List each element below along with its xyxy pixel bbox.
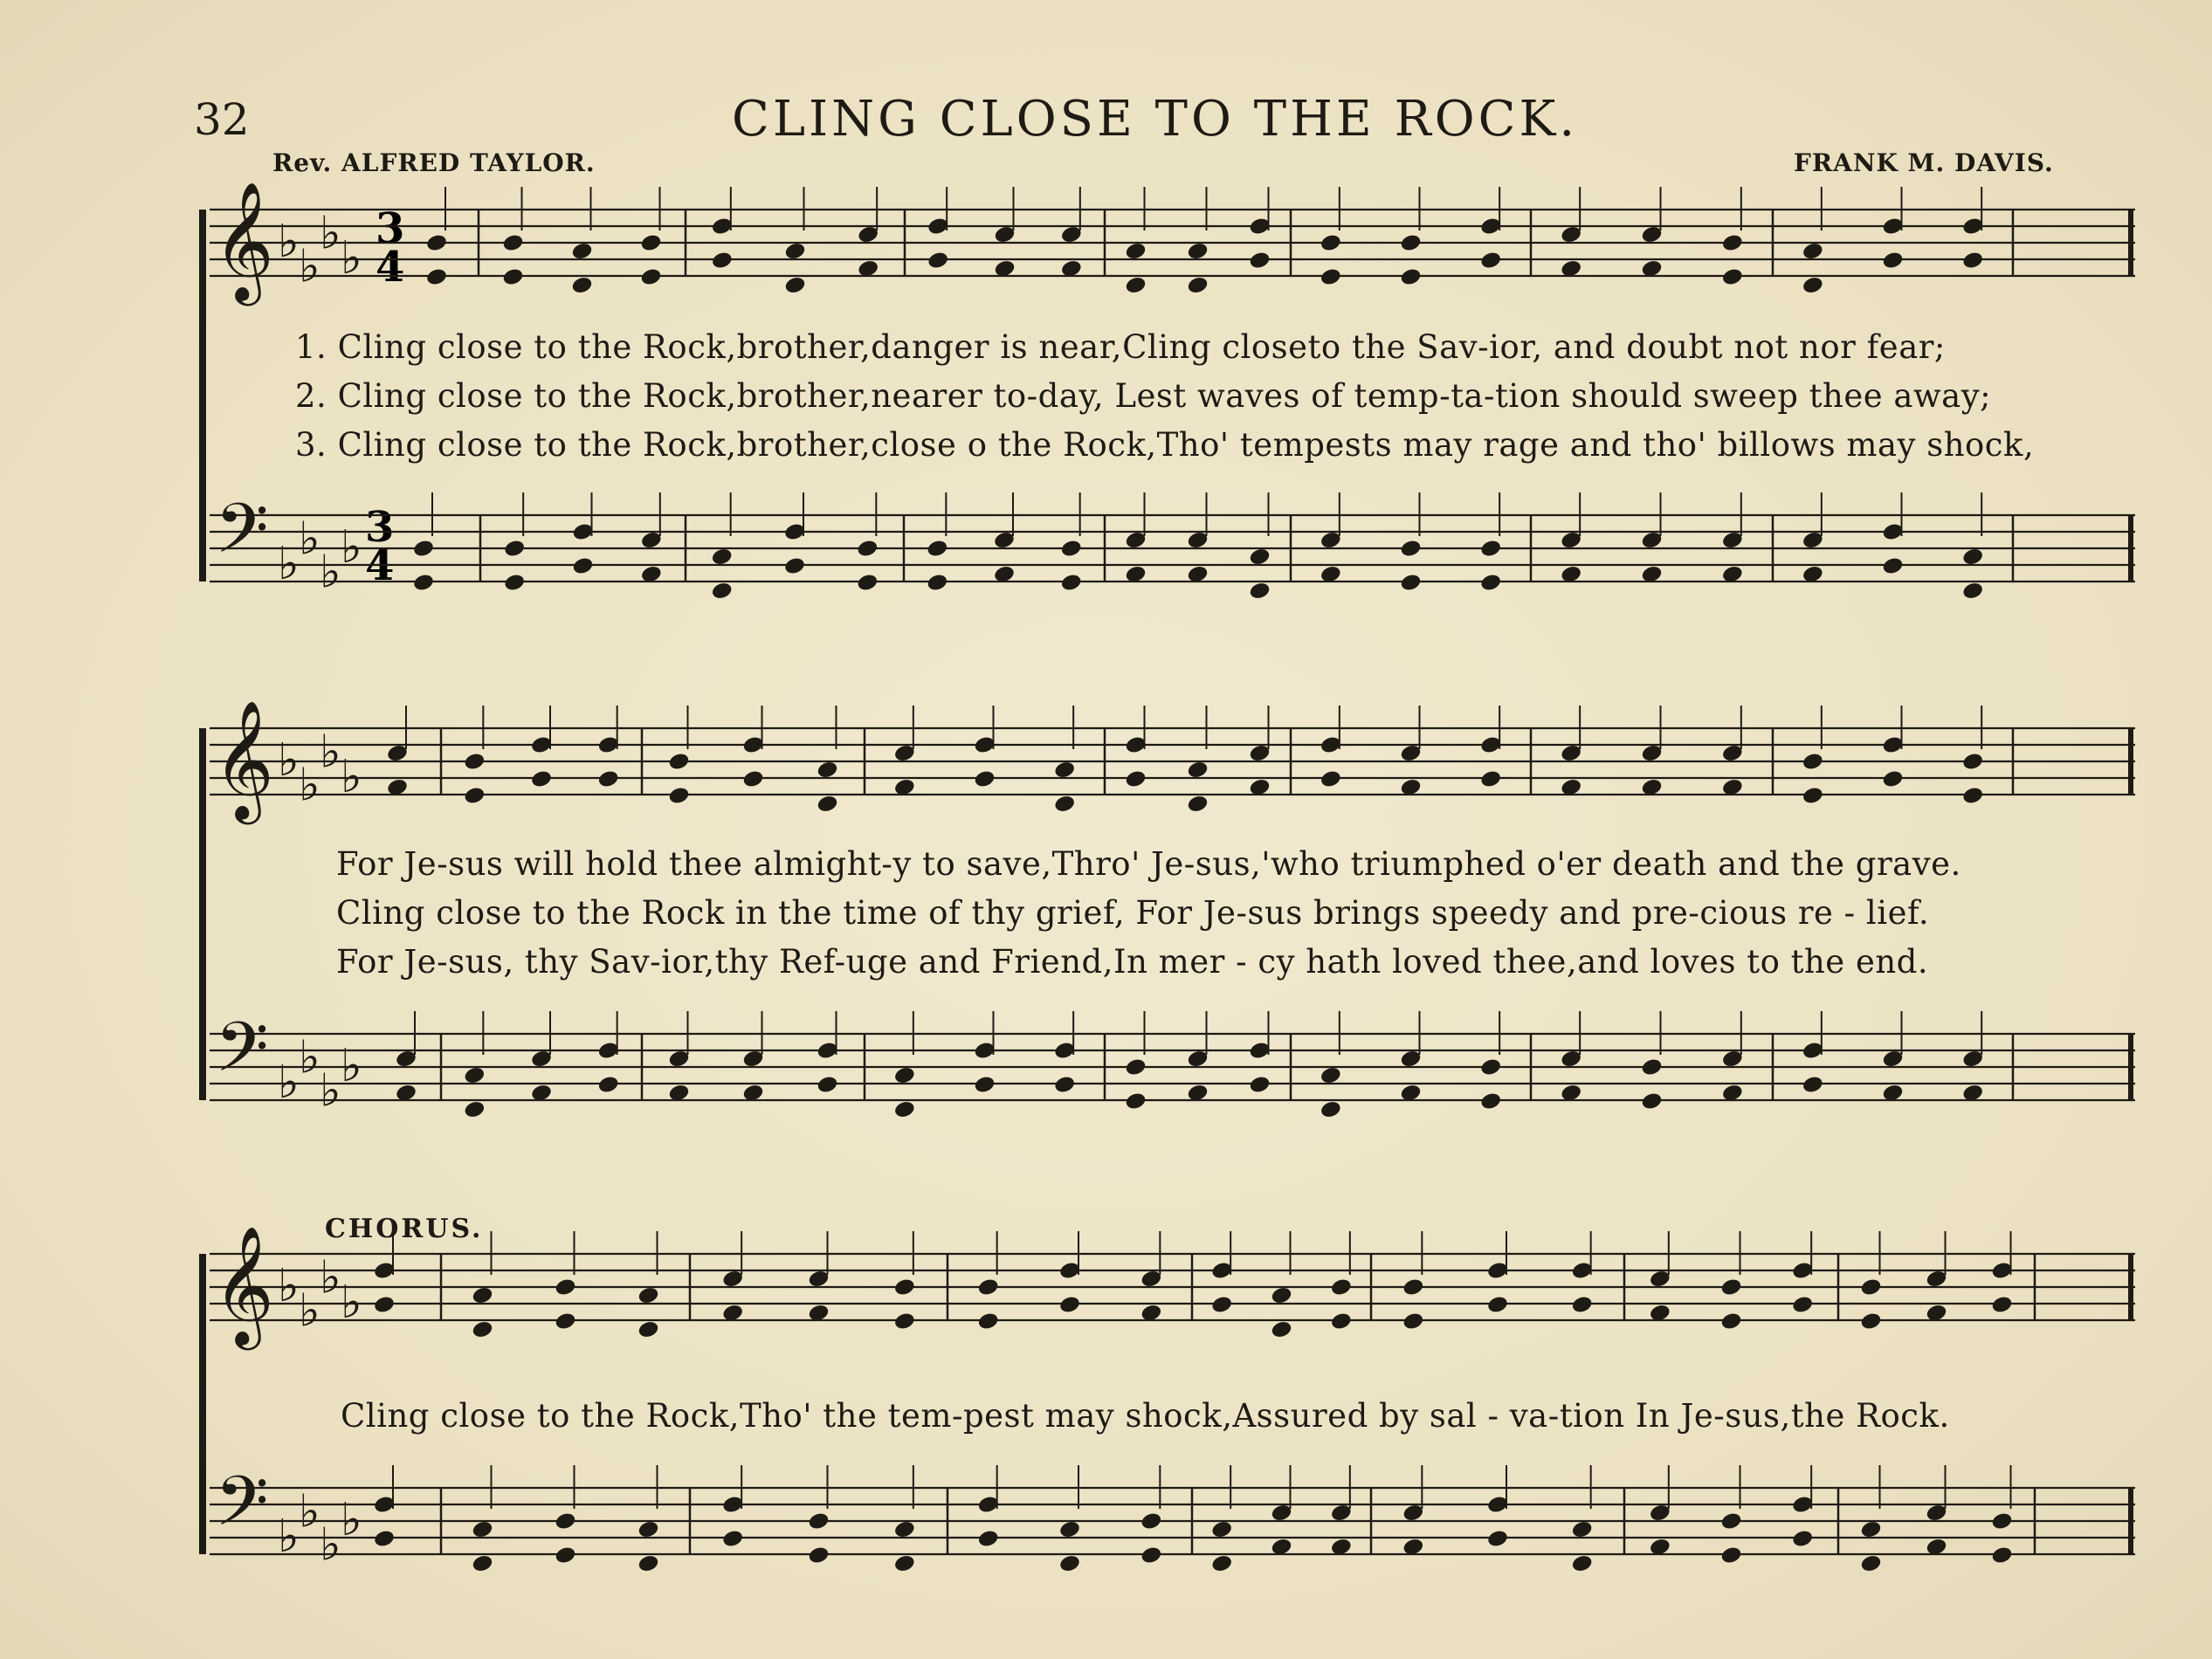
flat-icon: ♭	[320, 1518, 341, 1572]
flat-icon: ♭	[299, 240, 320, 293]
note-head	[1058, 1519, 1081, 1539]
note-head	[1486, 1295, 1509, 1315]
note-head	[893, 1519, 916, 1539]
note-head	[471, 1285, 493, 1305]
note-head	[471, 1319, 493, 1339]
treble-clef-icon: 𝄞	[213, 699, 274, 819]
note-head	[1320, 267, 1342, 287]
note-head	[1320, 1099, 1342, 1119]
note-head	[1124, 769, 1147, 789]
note-head	[721, 1529, 744, 1549]
note-head	[711, 547, 734, 567]
note-head	[463, 786, 486, 806]
note-head	[1402, 1311, 1424, 1332]
flat-icon: ♭	[278, 216, 300, 268]
note-head	[425, 233, 448, 253]
note-head	[637, 1319, 659, 1339]
note-head	[1881, 556, 1904, 576]
note-head	[1479, 539, 1502, 559]
note-head	[807, 1545, 830, 1566]
note-head	[1802, 752, 1824, 772]
note-head	[1186, 794, 1209, 814]
note-head	[1248, 251, 1271, 271]
note-head	[1140, 1545, 1162, 1566]
note-head	[1990, 1511, 2013, 1532]
bass-clef-icon: 𝄢	[215, 1461, 269, 1559]
note-head	[816, 1075, 838, 1095]
note-head	[1399, 267, 1422, 287]
note-head	[711, 251, 734, 271]
note-head	[1571, 1295, 1594, 1315]
note-head	[639, 233, 662, 253]
note-head	[1402, 1277, 1424, 1298]
note-head	[1186, 760, 1209, 780]
note-head	[1248, 581, 1271, 601]
verse-2-line-1: 2. Cling close to the Rock,brother,nearer to-day, Lest waves of temp-ta-tion should sweep thee away;	[295, 377, 1992, 415]
note-head	[1248, 547, 1271, 567]
note-head	[1791, 1529, 1814, 1549]
flat-icon: ♭	[341, 521, 362, 574]
note-head	[503, 573, 526, 593]
flat-icon: ♭	[278, 1511, 300, 1563]
note-head	[1859, 1277, 1882, 1298]
staff-5	[210, 1224, 2135, 1350]
chorus-lyric-line: Cling close to the Rock,Tho' the tem-pest may shock,Assured by sal - va-tion In Je-sus,the Rock.	[341, 1397, 1950, 1435]
note-head	[1961, 752, 1984, 772]
verse-2-line-2: Cling close to the Rock in the time of thy grief, For Je-sus brings speedy and pre-cious re - lief.	[336, 894, 1930, 932]
note-head	[1859, 1519, 1882, 1539]
flat-icon: ♭	[278, 734, 300, 787]
flat-icon: ♭	[320, 207, 341, 260]
note-head	[1053, 1075, 1076, 1095]
note-head	[1802, 786, 1824, 806]
note-head	[530, 769, 553, 789]
note-head	[412, 573, 435, 593]
page-number: 32	[194, 94, 250, 145]
note-head	[1961, 547, 1984, 567]
note-head	[1140, 1511, 1162, 1532]
note-head	[1248, 1075, 1271, 1095]
note-head	[1479, 573, 1502, 593]
staff-6	[210, 1461, 2135, 1573]
bass-clef-icon: 𝄢	[215, 488, 269, 586]
note-head	[1640, 1091, 1663, 1112]
note-head	[1486, 1529, 1509, 1549]
flat-icon: ♭	[278, 1057, 300, 1109]
note-head	[412, 539, 435, 559]
note-head	[1990, 1545, 2013, 1566]
flat-icon: ♭	[299, 1284, 320, 1338]
flat-icon: ♭	[320, 1251, 341, 1304]
note-head	[1802, 1075, 1824, 1095]
note-head	[856, 539, 879, 559]
note-head	[501, 233, 524, 253]
flat-icon: ♭	[278, 538, 300, 590]
note-head	[554, 1545, 576, 1566]
note-head	[1060, 539, 1083, 559]
note-head	[1479, 251, 1502, 271]
note-head	[1721, 233, 1744, 253]
note-head	[1719, 1511, 1742, 1532]
note-head	[926, 539, 948, 559]
note-head	[1399, 539, 1422, 559]
verse-3-line-2: For Je-sus, thy Sav-ior,thy Ref-uge and Friend,In mer - cy hath loved thee,and loves to the end.	[336, 943, 1929, 981]
verse-1-line-2: For Je-sus will hold thee almight-y to save,Thro' Je-sus,'who triumphed o'er death and the grave.	[336, 845, 1961, 883]
note-head	[554, 1277, 576, 1298]
note-head	[1124, 241, 1147, 261]
flat-icon: ♭	[341, 751, 362, 803]
composer-credit: FRANK M. DAVIS.	[1794, 148, 2054, 177]
note-head	[1961, 581, 1984, 601]
note-head	[597, 769, 620, 789]
note-head	[1479, 1057, 1502, 1077]
note-head	[1210, 1295, 1233, 1315]
note-head	[1270, 1285, 1292, 1305]
note-head	[1881, 769, 1904, 789]
note-head	[1210, 1519, 1233, 1539]
note-head	[1571, 1553, 1594, 1573]
note-head	[1186, 241, 1209, 261]
flat-icon: ♭	[320, 726, 341, 779]
note-head	[1124, 275, 1147, 295]
flat-icon: ♭	[341, 232, 362, 285]
note-head	[1210, 1553, 1233, 1573]
flat-icon: ♭	[299, 1485, 320, 1539]
note-head	[570, 275, 593, 295]
note-head	[1124, 1091, 1147, 1112]
note-head	[1320, 769, 1342, 789]
flat-icon: ♭	[299, 513, 320, 566]
time-signature-bottom-treble: 4	[376, 243, 405, 292]
note-head	[1719, 1277, 1742, 1298]
note-head	[783, 275, 806, 295]
flat-icon: ♭	[278, 1260, 300, 1312]
note-head	[1791, 1295, 1814, 1315]
lyricist-credit: Rev. ALFRED TAYLOR.	[272, 148, 596, 177]
note-head	[1320, 1065, 1342, 1085]
treble-clef-icon: 𝄞	[213, 180, 274, 300]
note-head	[471, 1553, 493, 1573]
note-head	[463, 1065, 486, 1085]
flat-icon: ♭	[299, 759, 320, 812]
flat-icon: ♭	[341, 1277, 362, 1329]
note-head	[783, 556, 806, 576]
staff-1	[210, 180, 2135, 306]
note-head	[893, 1099, 916, 1119]
note-head	[597, 1075, 620, 1095]
staff-3	[210, 699, 2135, 824]
verse-1-line-1: 1. Cling close to the Rock,brother,danger is near,Cling closeto the Sav-ior, and doubt not nor fear;	[295, 328, 1946, 366]
note-head	[1330, 1311, 1353, 1332]
note-head	[471, 1519, 493, 1539]
note-head	[1719, 1311, 1742, 1332]
note-head	[927, 251, 949, 271]
chorus-label: CHORUS.	[325, 1214, 484, 1244]
note-head	[893, 1553, 916, 1573]
note-head	[667, 752, 690, 772]
note-head	[373, 1295, 396, 1315]
time-signature-bottom-bass: 4	[365, 541, 395, 590]
note-head	[893, 1277, 916, 1298]
note-head	[639, 267, 662, 287]
note-head	[1721, 267, 1744, 287]
staff-2	[210, 488, 2135, 601]
note-head	[816, 760, 838, 780]
note-head	[1124, 1057, 1147, 1077]
note-head	[554, 1311, 576, 1332]
note-head	[1961, 251, 1984, 271]
note-head	[637, 1553, 659, 1573]
note-head	[1053, 794, 1076, 814]
note-head	[893, 1065, 916, 1085]
note-head	[816, 794, 838, 814]
treble-clef-icon: 𝄞	[213, 1224, 274, 1345]
note-head	[463, 1099, 486, 1119]
note-head	[501, 267, 524, 287]
flat-icon: ♭	[341, 1040, 362, 1092]
note-head	[1060, 573, 1083, 593]
note-head	[503, 539, 526, 559]
note-head	[926, 573, 948, 593]
note-head	[637, 1285, 659, 1305]
staff-4	[210, 1007, 2135, 1119]
note-head	[1571, 1519, 1594, 1539]
note-head	[783, 241, 806, 261]
note-head	[977, 1311, 1000, 1332]
bass-clef-icon: 𝄢	[215, 1007, 269, 1105]
verse-3-line-1: 3. Cling close to the Rock,brother,close o the Rock,Tho' tempests may rage and tho' billows may shock,	[295, 426, 2035, 464]
note-head	[1859, 1553, 1882, 1573]
time-signature-top-treble: 3	[376, 204, 405, 253]
note-head	[1881, 251, 1904, 271]
note-head	[1479, 769, 1502, 789]
note-head	[1186, 275, 1209, 295]
note-head	[425, 267, 448, 287]
note-head	[637, 1519, 659, 1539]
note-head	[1320, 233, 1342, 253]
note-head	[977, 1277, 1000, 1298]
note-head	[463, 752, 486, 772]
note-head	[571, 556, 594, 576]
note-head	[977, 1529, 1000, 1549]
time-signature-top-bass: 3	[365, 503, 395, 552]
note-head	[570, 241, 593, 261]
note-head	[1330, 1277, 1353, 1298]
note-head	[741, 769, 764, 789]
note-head	[1802, 275, 1824, 295]
note-head	[1053, 760, 1076, 780]
note-head	[1719, 1545, 1742, 1566]
note-head	[893, 1311, 916, 1332]
note-head	[973, 1075, 996, 1095]
note-head	[807, 1511, 830, 1532]
note-head	[1399, 233, 1422, 253]
flat-icon: ♭	[320, 546, 341, 599]
note-head	[1859, 1311, 1882, 1332]
note-head	[1399, 573, 1422, 593]
note-head	[1058, 1295, 1081, 1315]
note-head	[1802, 241, 1824, 261]
flat-icon: ♭	[341, 1494, 362, 1546]
note-head	[711, 581, 734, 601]
flat-icon: ♭	[299, 1031, 320, 1084]
note-head	[1058, 1553, 1081, 1573]
note-head	[1270, 1319, 1292, 1339]
note-head	[1990, 1295, 2013, 1315]
note-head	[1479, 1091, 1502, 1112]
note-head	[667, 786, 690, 806]
note-head	[973, 769, 996, 789]
note-head	[1961, 786, 1984, 806]
note-head	[856, 573, 879, 593]
hymn-title: CLING CLOSE TO THE ROCK.	[732, 91, 1579, 148]
note-head	[554, 1511, 576, 1532]
note-head	[373, 1529, 396, 1549]
note-head	[1640, 1057, 1663, 1077]
flat-icon: ♭	[320, 1064, 341, 1118]
